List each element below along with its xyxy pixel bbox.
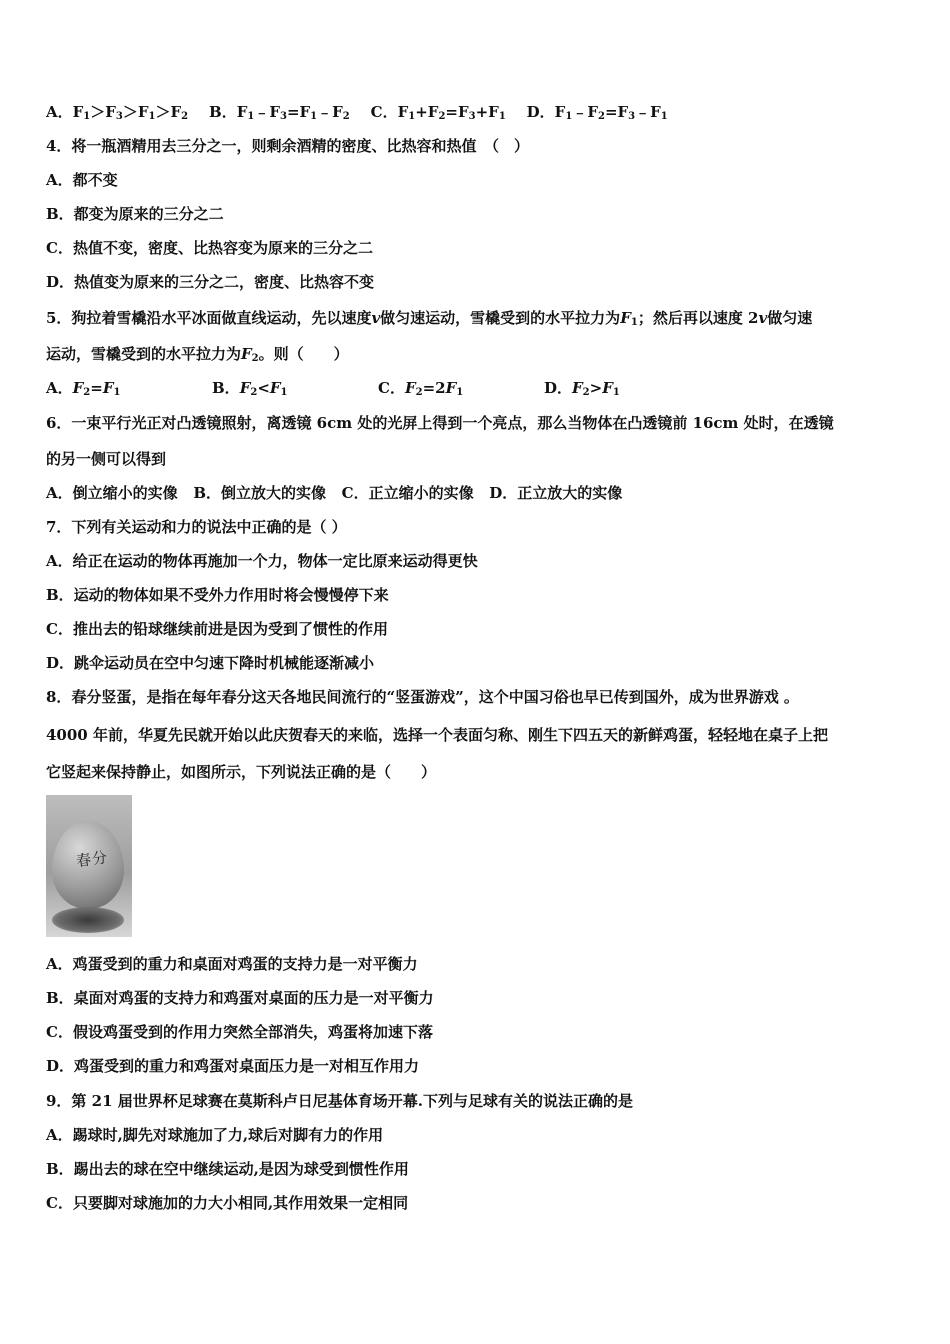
- q6-option-c: C．正立缩小的实像: [341, 484, 474, 502]
- sub: 1: [148, 111, 156, 122]
- var-v: v: [371, 309, 381, 327]
- var-f: F: [445, 379, 457, 397]
- q8-stem-line3: 它竖起来保持静止，如图所示，下列说法正确的是（ ）: [46, 763, 437, 781]
- q6-option-d: D．正立放大的实像: [489, 484, 623, 502]
- var-f: F: [602, 379, 613, 397]
- q5-options: [46, 378, 906, 398]
- sub: 1: [498, 111, 506, 122]
- sub: 1: [408, 111, 416, 122]
- text: >: [589, 379, 603, 397]
- text: =2: [422, 379, 446, 397]
- var-f: F: [572, 379, 583, 397]
- text: D．F: [526, 103, 566, 121]
- q7-stem: 7．下列有关运动和力的说法中正确的是（ ）: [46, 518, 347, 536]
- text: 。则（ ）: [258, 345, 349, 363]
- sub: 1: [280, 387, 288, 398]
- text: B．: [212, 379, 240, 397]
- q6-option-b: B．倒立放大的实像: [193, 484, 326, 502]
- q6-stem-line2: 的另一侧可以得到: [46, 450, 167, 468]
- sub: 2: [250, 387, 258, 398]
- q9-option-c: C．只要脚对球施加的力大小相同,其作用效果一定相同: [46, 1194, 409, 1212]
- text: ﹣F: [635, 103, 661, 121]
- q6-stem-line1: 6．一束平行光正对凸透镜照射，离透镜 6cm 处的光屏上得到一个亮点，那么当物体在凸透镜前 16cm 处时，在透镜: [46, 414, 834, 432]
- sub: 2: [582, 387, 590, 398]
- sub: 1: [630, 317, 638, 328]
- q7-option-c: C．推出去的铅球继续前进是因为受到了惯性的作用: [46, 620, 388, 638]
- q9-stem: 9．第 21 届世界杯足球赛在莫斯科卢日尼基体育场开幕.下列与足球有关的说法正确的是: [46, 1092, 633, 1110]
- sub: 2: [415, 387, 423, 398]
- q5-stem-line2: [46, 344, 349, 364]
- sub: 2: [181, 111, 189, 122]
- var-f: F: [404, 379, 416, 397]
- q3-option-b: [209, 103, 350, 121]
- text: =F: [286, 103, 311, 121]
- text: <: [257, 379, 270, 397]
- sub: 1: [113, 387, 121, 398]
- q5-option-b: [212, 378, 378, 398]
- var-f: F: [241, 345, 252, 363]
- text: A．F: [46, 103, 84, 121]
- q4-option-c: C．热值不变，密度、比热容变为原来的三分之二: [46, 239, 373, 257]
- q9-option-a: A．踢球时,脚先对球施加了力,球后对脚有力的作用: [46, 1126, 384, 1144]
- var-f: F: [269, 379, 281, 397]
- text: ﹣F: [572, 103, 598, 121]
- sub: 3: [279, 111, 287, 122]
- q3-option-d: [527, 103, 668, 121]
- sub: 2: [597, 111, 605, 122]
- sub: 2: [342, 111, 350, 122]
- q8-stem-line1: 8．春分竖蛋，是指在每年春分这天各地民间流行的“竖蛋游戏”，这个中国习俗也早已传到国外，成为世界游戏 。: [46, 688, 799, 706]
- q6-options: [46, 483, 622, 503]
- q3-option-a: [46, 103, 188, 121]
- text: ；然后再以速度 2: [637, 309, 759, 327]
- text: 5．狗拉着雪橇沿水平冰面做直线运动，先以速度: [46, 309, 372, 327]
- var-f: F: [239, 379, 251, 397]
- q8-option-c: C．假设鸡蛋受到的作用力突然全部消失，鸡蛋将加速下落: [46, 1023, 433, 1041]
- q8-option-b: B．桌面对鸡蛋的支持力和鸡蛋对桌面的压力是一对平衡力: [46, 989, 434, 1007]
- sub: 2: [438, 111, 446, 122]
- q4-option-b: B．都变为原来的三分之二: [46, 205, 224, 223]
- q8-stem-line2: 4000 年前，华夏先民就开始以此庆贺春天的来临，选择一个表面匀称、刚生下四五天的新鲜鸡蛋，轻轻地在桌子上把: [46, 726, 828, 744]
- var-v: v: [758, 309, 768, 327]
- q4-stem: 4．将一瓶酒精用去三分之一，则剩余酒精的密度、比热容和热值 （ ）: [46, 137, 529, 155]
- text: +F: [415, 103, 439, 121]
- text: ＞F: [155, 103, 182, 121]
- q8-option-a: A．鸡蛋受到的重力和桌面对鸡蛋的支持力是一对平衡力: [46, 955, 418, 973]
- text: B．F: [209, 103, 248, 121]
- text: D．: [544, 379, 573, 397]
- q3-option-c: [371, 103, 506, 121]
- egg-label: 春分: [75, 848, 110, 871]
- var-f: F: [620, 309, 631, 327]
- text: ＞F: [122, 103, 149, 121]
- text: ﹣F: [254, 103, 280, 121]
- q6-option-a: A．倒立缩小的实像: [46, 484, 178, 502]
- text: +F: [475, 103, 499, 121]
- q4-option-d: D．热值变为原来的三分之二，密度、比热容不变: [46, 273, 375, 291]
- sub: 1: [660, 111, 668, 122]
- text: =F: [445, 103, 469, 121]
- text: 做匀速: [767, 309, 813, 327]
- q7-option-b: B．运动的物体如果不受外力作用时将会慢慢停下来: [46, 586, 389, 604]
- var-f: F: [72, 379, 84, 397]
- q7-option-d: D．跳伞运动员在空中匀速下降时机械能逐渐减小: [46, 654, 375, 672]
- text: ＞F: [90, 103, 116, 121]
- sub: 1: [247, 111, 255, 122]
- q9-option-b: B．踢出去的球在空中继续运动,是因为球受到惯性作用: [46, 1160, 409, 1178]
- text: 做匀速运动，雪橇受到的水平拉力为: [380, 309, 621, 327]
- egg-photo: [46, 795, 132, 937]
- text: 运动，雪橇受到的水平拉力为: [46, 345, 242, 363]
- sub: 2: [251, 353, 259, 364]
- sub: 1: [612, 387, 620, 398]
- sub: 3: [468, 111, 476, 122]
- sub: 3: [115, 111, 123, 122]
- q5-stem-line1: [46, 308, 812, 328]
- text: C．: [378, 379, 405, 397]
- text: C．F: [370, 103, 409, 121]
- q5-option-a: [46, 378, 212, 398]
- text: A．: [46, 379, 73, 397]
- sub: 1: [310, 111, 318, 122]
- var-f: F: [102, 379, 114, 397]
- text: =: [90, 379, 103, 397]
- sub: 3: [628, 111, 636, 122]
- sub: 2: [83, 387, 91, 398]
- sub: 1: [456, 387, 464, 398]
- q7-option-a: A．给正在运动的物体再施加一个力，物体一定比原来运动得更快: [46, 552, 478, 570]
- text: ﹣F: [317, 103, 343, 121]
- text: =F: [604, 103, 629, 121]
- q5-option-c: [378, 378, 544, 398]
- q8-option-d: D．鸡蛋受到的重力和鸡蛋对桌面压力是一对相互作用力: [46, 1057, 420, 1075]
- q5-option-d: [544, 378, 620, 398]
- q3-options: [46, 102, 668, 122]
- q4-option-a: A．都不变: [46, 171, 118, 189]
- egg-shadow: [52, 907, 124, 933]
- sub: 1: [565, 111, 573, 122]
- sub: 1: [83, 111, 91, 122]
